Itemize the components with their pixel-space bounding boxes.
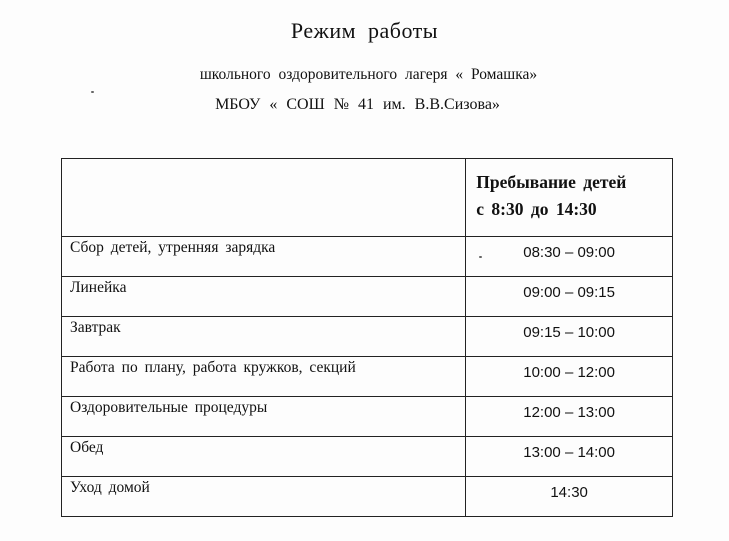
header-activity-cell — [62, 159, 466, 237]
time-value: 10:00 – 12:00 — [523, 364, 615, 381]
header-time-text — [466, 159, 672, 223]
activity-cell — [62, 477, 466, 517]
activity-label: Завтрак — [70, 319, 121, 336]
schedule-table — [61, 158, 673, 517]
time-value: 09:15 – 10:00 — [523, 324, 615, 341]
activity-cell — [62, 357, 466, 397]
table-row — [62, 477, 673, 517]
time-cell — [466, 397, 673, 437]
time-cell — [466, 477, 673, 517]
activity-cell — [62, 397, 466, 437]
document-subtitle-camp: школьного оздоровительного лагеря « Ромашка» — [199, 66, 538, 83]
time-value: 12:00 – 13:00 — [523, 404, 615, 421]
time-cell — [466, 437, 673, 477]
header-time-line2: с 8:30 до 14:30 — [476, 199, 597, 219]
scan-speck — [91, 91, 94, 93]
activity-label: Линейка — [70, 279, 127, 296]
activity-label: Оздоровительные процедуры — [70, 399, 268, 416]
time-value: 13:00 – 14:00 — [523, 444, 615, 461]
table-row — [62, 237, 673, 277]
activity-label: Уход домой — [70, 479, 150, 496]
table-row — [62, 317, 673, 357]
activity-label: Сбор детей, утренняя зарядка — [70, 239, 276, 256]
time-value: 14:30 — [550, 484, 588, 501]
activity-cell — [62, 277, 466, 317]
document-title: Режим работы — [290, 18, 439, 43]
time-cell — [466, 237, 673, 277]
table-row — [62, 277, 673, 317]
activity-cell — [62, 437, 466, 477]
header-time-line1: Пребывание детей — [476, 172, 627, 192]
time-value: 08:30 – 09:00 — [523, 244, 615, 261]
activity-cell — [62, 317, 466, 357]
table-row — [62, 437, 673, 477]
time-cell — [466, 317, 673, 357]
time-cell — [466, 277, 673, 317]
document-subtitle-school: МБОУ « СОШ № 41 им. В.В.Сизова» — [215, 96, 500, 113]
header-time-cell — [466, 159, 673, 237]
activity-label: Работа по плану, работа кружков, секций — [70, 359, 356, 376]
table-header-row — [62, 159, 673, 237]
table-row — [62, 397, 673, 437]
scan-speck — [479, 256, 482, 258]
time-value: 09:00 – 09:15 — [523, 284, 615, 301]
activity-label: Обед — [70, 439, 104, 456]
activity-cell — [62, 237, 466, 277]
table-row — [62, 357, 673, 397]
time-cell — [466, 357, 673, 397]
